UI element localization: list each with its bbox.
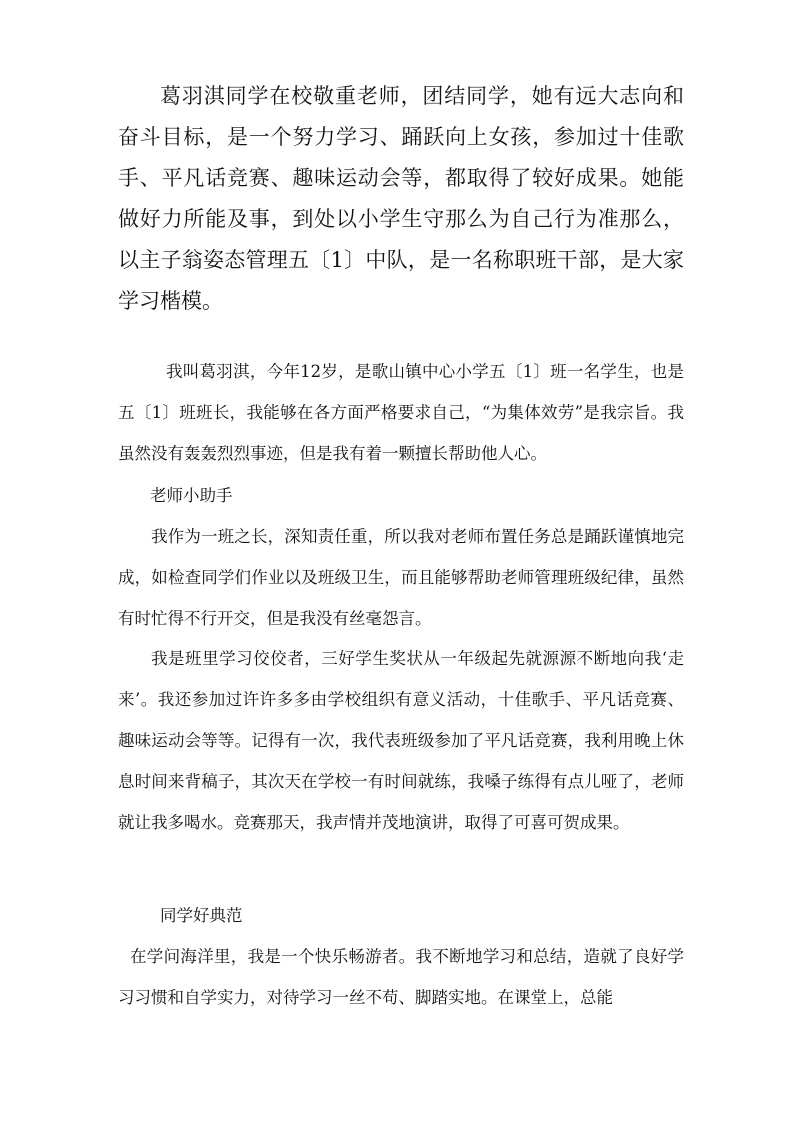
teacher-helper-paragraph: 我作为一班之长，深知责任重，所以我对老师布置任务总是踊跃谨慎地完成，如检查同学们作业以及班级卫生，而且能够帮助老师管理班级纪律，虽然有时忙得不行开交，但是我没有丝毫怨言。 [118,527,684,628]
study-achievement-paragraph: 我是班里学习佼佼者，三好学生奖状从一年级起先就源源不断地向我‘走来’。我还参加过许许多多由学校组织有意义活动，十佳歌手、平凡话竞赛、趣味运动会等等。记得有一次，我代表班级参加了平凡话竞赛，我利用晚上休息时间来背稿子，其次天在学校一有时间就练，我嗓子练得有点儿哑了，老师就让我多喝水。竞赛那天，我声情并茂地演讲，取得了可喜可贺成果。 [118,649,684,832]
section-heading-teacher-helper: 老师小助手 [150,486,233,505]
self-introduction-paragraph: 我叫葛羽淇，今年12岁，是歌山镇中心小学五〔1〕班一名学生，也是五〔1〕班班长，我能够在各方面严格要求自己，“为集体效劳”是我宗旨。我虽然没有轰轰烈烈事迹，但是我有着一颗擅长帮助他人心。 [118,362,684,463]
intro-paragraph: 葛羽淇同学在校敬重老师，团结同学，她有远大志向和奋斗目标，是一个努力学习、踊跃向上女孩，参加过十佳歌手、平凡话竞赛、趣味运动会等，都取得了较好成果。她能做好力所能及事，到处以小学生守那么为自己行为准那么，以主子翁姿态管理五〔1〕中队，是一名称职班干部，是大家学习楷模。 [118,84,684,313]
section-heading-role-model: 同学好典范 [160,906,243,925]
role-model-paragraph: 在学问海洋里，我是一个快乐畅游者。我不断地学习和总结，造就了良好学习习惯和自学实力，对待学习一丝不苟、脚踏实地。在课堂上，总能 [118,947,684,1007]
